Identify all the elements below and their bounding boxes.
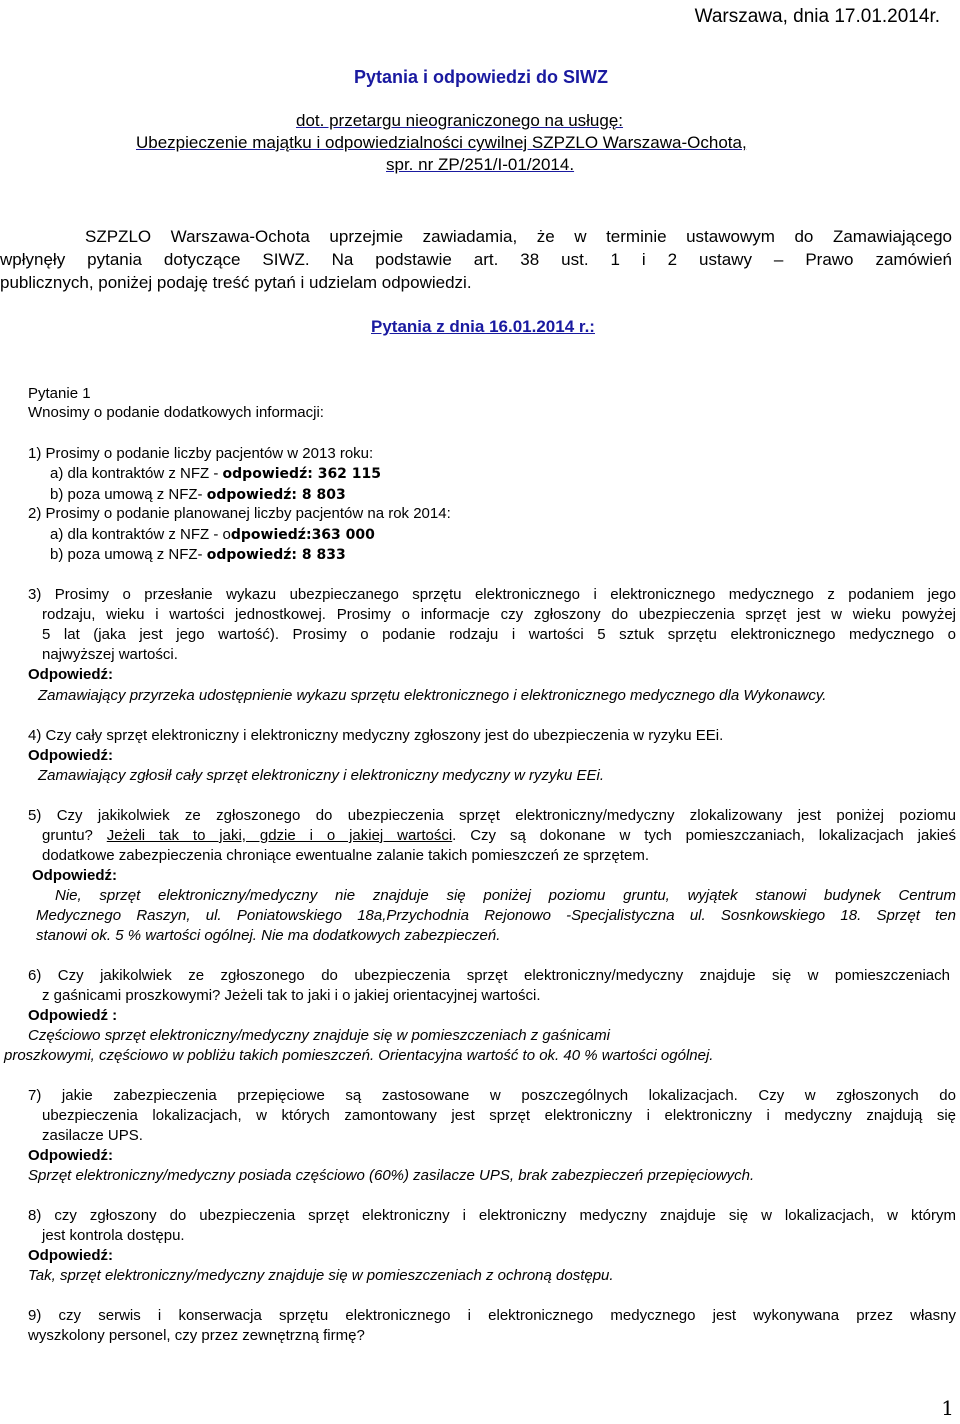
- question-1-point-2b: b) poza umową z NFZ- odpowiedź: 8 833: [50, 546, 346, 563]
- question-1-point-1b: b) poza umową z NFZ- odpowiedź: 8 803: [50, 486, 346, 503]
- question-7-answer: Sprzęt elektroniczny/medyczny posiada częściowo (60%) zasilacze UPS, brak zabezpieczeń przepięciowych.: [28, 1167, 755, 1184]
- question-5-line-2: gruntu? Jeżeli tak to jaki, gdzie i o jakiej wartości. Czy są dokonane w tych pomieszczaniach, lokalizacjach jakieś: [42, 827, 956, 844]
- question-1-point-1: 1) Prosimy o podanie liczby pacjentów w 2013 roku:: [28, 445, 374, 462]
- question-7-line-2: ubezpieczenia lokalizacjach, w których zamontowany jest sprzęt elektroniczny i elektroniczny i medyczny znajdują się: [42, 1107, 956, 1124]
- question-3-line-1: 3) Prosimy o przesłanie wykazu ubezpieczanego sprzętu elektronicznego i elektronicznego medycznego z podaniem jego: [28, 586, 956, 603]
- question-3-line-2: rodzaju, wieku i wartości jednostkowej. Prosimy o informacje czy zgłoszony do ubezpieczenia sprzęt jest w wieku powyżej: [42, 606, 956, 623]
- question-7-line-1: 7) jakie zabezpieczenia przepięciowe są zastosowane w poszczególnych lokalizacjach. Czy w zgłoszonych do: [28, 1087, 956, 1104]
- page-number: 1: [941, 1396, 954, 1420]
- question-3-answer: Zamawiający przyrzeka udostępnienie wykazu sprzętu elektronicznego i elektronicznego medycznego dla Wykonawcy.: [38, 687, 827, 704]
- question-1-point-2a: a) dla kontraktów z NFZ - odpowiedź:363 000: [50, 526, 375, 543]
- question-7-answer-label: Odpowiedź:: [28, 1147, 113, 1164]
- question-6-answer-line-2: proszkowymi, częściowo w pobliżu takich pomieszczeń. Orientacyjna wartość to ok. 40 % wartości ogólnej.: [4, 1047, 714, 1064]
- question-5-answer-line-2: Medycznego Raszyn, ul. Poniatowskiego 18a,Przychodnia Rejonowo -Specjalistyczna ul. Sosnkowskiego 18. Sprzęt ten: [36, 907, 956, 924]
- question-6-line-2: z gaśnicami proszkowymi? Jeżeli tak to jaki i o jakiej orientacyjnej wartości.: [42, 987, 541, 1004]
- question-6-answer-line-1: Częściowo sprzęt elektroniczny/medyczny znajduje się w pomieszczeniach z gaśnicami: [28, 1027, 610, 1044]
- intro-line-3: publicznych, poniżej podaję treść pytań i udzielam odpowiedzi.: [0, 273, 472, 292]
- question-6-line-1: 6) Czy jakikolwiek ze zgłoszonego do ubezpieczenia sprzęt elektroniczny/medyczny znajduje się w pomieszczeniach: [28, 967, 950, 984]
- question-9-line-2: wyszkolony personel, czy przez zewnętrzną firmę?: [28, 1327, 365, 1344]
- question-1-point-2: 2) Prosimy o podanie planowanej liczby pacjentów na rok 2014:: [28, 505, 451, 522]
- subject-line-1: dot. przetargu nieograniczonego na usługę:: [296, 111, 624, 130]
- question-1-intro: Wnosimy o podanie dodatkowych informacji:: [28, 404, 324, 421]
- question-8-answer: Tak, sprzęt elektroniczny/medyczny znajduje się w pomieszczeniach z ochroną dostępu.: [28, 1267, 614, 1284]
- question-1-heading: Pytanie 1: [28, 385, 91, 402]
- questions-date-heading: Pytania z dnia 16.01.2014 r.:: [371, 317, 595, 336]
- question-8-line-2: jest kontrola dostępu.: [42, 1227, 185, 1244]
- question-5-line-3: dodatkowe zabezpieczenia chroniące ewentualne zalanie takich pomieszczeń ze sprzętem.: [42, 847, 650, 864]
- question-9-line-1: 9) czy serwis i konserwacja sprzętu elektronicznego i elektronicznego medycznego jest wykonywana przez własny: [28, 1307, 956, 1324]
- subject-line-2: Ubezpieczenie majątku i odpowiedzialności cywilnej SZPZLO Warszawa-Ochota,: [136, 133, 747, 152]
- subject-line-3: spr. nr ZP/251/I-01/2014.: [386, 155, 575, 174]
- question-8-line-1: 8) czy zgłoszony do ubezpieczenia sprzęt elektroniczny i elektroniczny medyczny znajduje się w lokalizacjach, w którym: [28, 1207, 956, 1224]
- question-3-line-4: najwyższej wartości.: [42, 646, 178, 663]
- question-5-answer-label: Odpowiedź:: [32, 867, 117, 884]
- question-8-answer-label: Odpowiedź:: [28, 1247, 113, 1264]
- intro-line-2: wpłynęły pytania dotyczące SIWZ. Na podstawie art. 38 ust. 1 i 2 ustawy – Prawo zamówień: [0, 250, 952, 269]
- question-4-answer: Zamawiający zgłosił cały sprzęt elektroniczny i elektroniczny medyczny w ryzyku EEi.: [38, 767, 605, 784]
- question-3-line-3: 5 lat (jaka jest jego wartość). Prosimy o podanie rodzaju i wartości 5 sztuk sprzętu elektronicznego medycznego o: [42, 626, 956, 643]
- question-5-answer-line-3: stanowi ok. 5 % wartości ogólnej. Nie ma dodatkowych zabezpieczeń.: [36, 927, 501, 944]
- question-4: 4) Czy cały sprzęt elektroniczny i elektroniczny medyczny zgłoszony jest do ubezpieczenia w ryzyku EEi.: [28, 727, 724, 744]
- document-title: Pytania i odpowiedzi do SIWZ: [354, 67, 609, 87]
- question-6-answer-label: Odpowiedź :: [28, 1007, 118, 1024]
- document-date: Warszawa, dnia 17.01.2014r.: [694, 6, 940, 27]
- question-4-answer-label: Odpowiedź:: [28, 747, 113, 764]
- question-5-line-1: 5) Czy jakikolwiek ze zgłoszonego do ubezpieczenia sprzęt elektroniczny/medyczny zlokalizowany jest poniżej poziomu: [28, 807, 956, 824]
- question-3-answer-label: Odpowiedź:: [28, 666, 113, 683]
- intro-line-1: SZPZLO Warszawa-Ochota uprzejmie zawiadamia, że w terminie ustawowym do Zamawiającego: [85, 227, 952, 246]
- question-1-point-1a: a) dla kontraktów z NFZ - odpowiedź: 362 115: [50, 465, 382, 482]
- question-5-answer-line-1: Nie, sprzęt elektroniczny/medyczny nie znajduje się poniżej poziomu gruntu, wyjątek stanowi budynek Centrum: [55, 887, 956, 904]
- question-7-line-3: zasilacze UPS.: [42, 1127, 143, 1144]
